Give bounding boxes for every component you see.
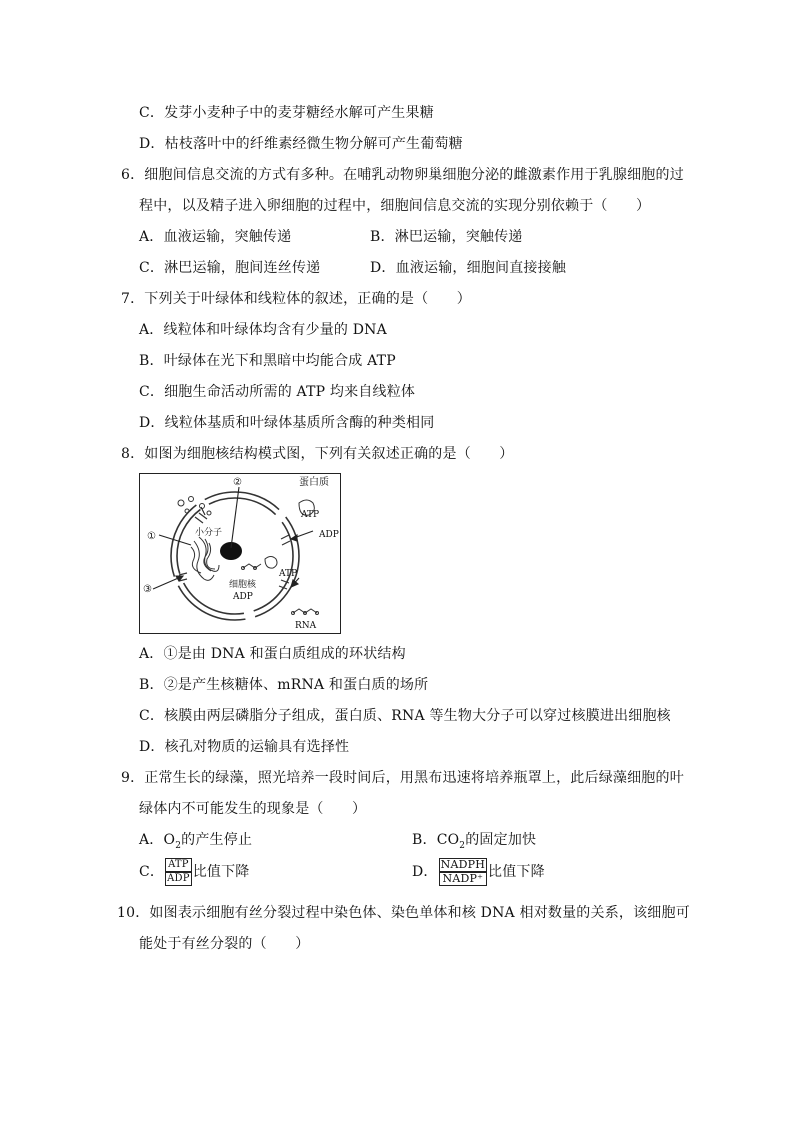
question-6-stem-line2: 程中，以及精子进入卵细胞的过程中，细胞间信息交流的实现分别依赖于（ ） bbox=[139, 198, 651, 214]
question-7-option-b: B．叶绿体在光下和黑暗中均能合成 ATP bbox=[139, 353, 396, 369]
small-molecule-label: 小分子 bbox=[195, 528, 223, 538]
q9a-suffix: 的产生停止 bbox=[181, 832, 253, 848]
question-7-option-d: D．线粒体基质和叶绿体基质所含酶的种类相同 bbox=[139, 415, 435, 431]
question-8-stem: 8．如图为细胞核结构模式图，下列有关叙述正确的是（ ） bbox=[121, 446, 514, 462]
question-6-option-d: D．血液运输，细胞间直接接触 bbox=[370, 260, 567, 276]
atp-bottom-label: ATP bbox=[279, 569, 298, 579]
adp-denominator: ADP bbox=[167, 873, 190, 884]
question-5-option-c: C．发芽小麦种子中的麦芽糖经水解可产生果糖 bbox=[139, 105, 434, 121]
atp-top-label: ATP bbox=[301, 510, 320, 520]
nadph-numerator: NADPH bbox=[440, 858, 486, 871]
rna-label: RNA bbox=[295, 621, 317, 631]
question-7-option-a: A．线粒体和叶绿体均含有少量的 DNA bbox=[139, 322, 387, 338]
atp-adp-ratio bbox=[165, 858, 192, 886]
question-9-option-c bbox=[139, 858, 250, 886]
nucleus-structure-figure bbox=[139, 473, 341, 634]
adp-bottom-label: ADP bbox=[233, 592, 253, 602]
q9b-prefix: B．CO bbox=[412, 832, 460, 848]
nadph-nadp-ratio bbox=[439, 858, 487, 886]
q9b-suffix: 的固定加快 bbox=[465, 832, 537, 848]
question-10-stem-line1: 10．如图表示细胞有丝分裂过程中染色体、染色单体和核 DNA 相对数量的关系，该细胞可 bbox=[117, 905, 690, 921]
question-9-option-d bbox=[412, 856, 545, 888]
question-7-option-c: C．细胞生命活动所需的 ATP 均来自线粒体 bbox=[139, 384, 416, 400]
q9d-prefix: D． bbox=[412, 864, 438, 880]
atp-numerator: ATP bbox=[165, 858, 192, 872]
question-8-option-b: B．②是产生核糖体、mRNA 和蛋白质的场所 bbox=[139, 677, 429, 693]
nadp-denominator: NADP⁺ bbox=[439, 872, 487, 886]
q9c-prefix: C． bbox=[139, 864, 165, 880]
q9d-suffix: 比值下降 bbox=[488, 864, 545, 880]
question-9-stem-line1: 9．正常生长的绿藻，照光培养一段时间后，用黑布迅速将培养瓶罩上，此后绿藻细胞的叶 bbox=[121, 770, 684, 786]
adp-top-label: ADP bbox=[319, 530, 339, 540]
question-6-option-a: A．血液运输，突触传递 bbox=[139, 229, 292, 245]
question-6-option-c: C．淋巴运输，胞间连丝传递 bbox=[139, 260, 321, 276]
question-9-stem-line2: 绿体内不可能发生的现象是（ ） bbox=[139, 801, 367, 817]
q9c-suffix: 比值下降 bbox=[192, 864, 250, 880]
question-6-option-b: B．淋巴运输，突触传递 bbox=[370, 229, 523, 245]
q9b-sub: 2 bbox=[459, 840, 466, 851]
protein-label: 蛋白质 bbox=[299, 477, 329, 488]
question-9-option-b bbox=[412, 831, 536, 855]
question-8-option-d: D．核孔对物质的运输具有选择性 bbox=[139, 739, 350, 755]
question-6-stem-line1: 6．细胞间信息交流的方式有多种。在哺乳动物卵巢细胞分泌的雌激素作用于乳腺细胞的过 bbox=[121, 167, 684, 183]
q9a-prefix: A．O bbox=[139, 832, 176, 848]
q9a-sub: 2 bbox=[175, 840, 182, 851]
question-9-option-a bbox=[139, 831, 252, 855]
label-2: ② bbox=[233, 477, 242, 488]
question-10-stem-line2: 能处于有丝分裂的（ ） bbox=[139, 936, 310, 952]
label-3: ③ bbox=[143, 584, 152, 595]
label-1: ① bbox=[147, 531, 156, 542]
question-5-option-d: D．枯枝落叶中的纤维素经微生物分解可产生葡萄糖 bbox=[139, 136, 463, 152]
question-8-option-a: A．①是由 DNA 和蛋白质组成的环状结构 bbox=[139, 646, 406, 662]
question-8-option-c: C．核膜由两层磷脂分子组成，蛋白质、RNA 等生物大分子可以穿过核膜进出细胞核 bbox=[139, 708, 671, 724]
question-7-stem: 7．下列关于叶绿体和线粒体的叙述，正确的是（ ） bbox=[121, 291, 471, 307]
nucleus-label: 细胞核 bbox=[229, 580, 257, 590]
